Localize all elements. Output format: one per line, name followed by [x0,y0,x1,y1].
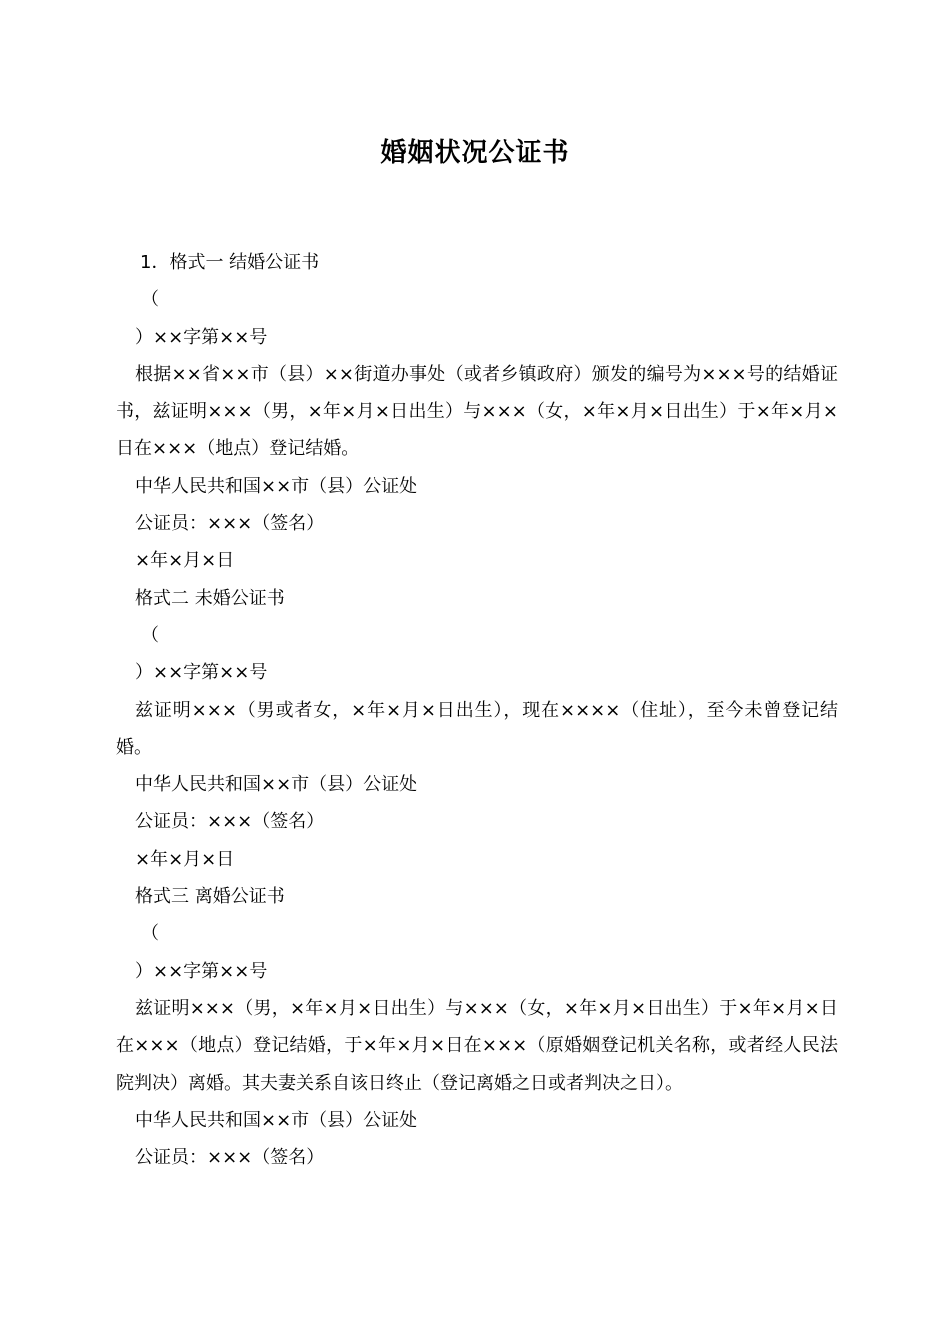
format-two-heading: 格式二 未婚公证书 [135,587,285,609]
format-one-notary: 公证员：×××（签名） [135,513,325,535]
document-body [116,244,838,1176]
format-one-number: ）××字第××号 [135,326,268,348]
document-title: 婚姻状况公证书 [380,138,570,168]
format-two-office: 中华人民共和国××市（县）公证处 [135,774,418,796]
format-one-date: ×年×月×日 [135,550,235,572]
format-three-notary: 公证员：×××（签名） [135,1147,325,1169]
format-three-office: 中华人民共和国××市（县）公证处 [135,1109,418,1131]
format-three-heading: 格式三 离婚公证书 [135,886,285,908]
format-three-body: 兹证明×××（男，×年×月×日出生）与×××（女，×年×月×日出生）于×年×月×日在×××（地点）登记结婚，于×年×月×日在×××（原婚姻登记机关名称，或者经人民法院判决）离婚。其夫妻关系自该日终止（登记离婚之日或者判决之日）。 [116,997,838,1094]
format-two-notary: 公证员：×××（签名） [135,811,325,833]
format-three-number: ）××字第××号 [135,960,268,982]
format-two-paren: （ [141,624,159,646]
format-one-body: 根据××省××市（县）××街道办事处（或者乡镇政府）颁发的编号为×××号的结婚证书，兹证明×××（男，×年×月×日出生）与×××（女，×年×月×日出生）于×年×月×日在×××（地点）登记结婚。 [116,363,838,460]
format-two-body: 兹证明×××（男或者女，×年×月×日出生），现在××××（住址），至今未曾登记结婚。 [116,699,838,758]
format-three-paren: （ [141,923,159,945]
format-one-paren: （ [141,289,159,311]
format-one-heading: 1．格式一 结婚公证书 [140,252,320,273]
format-two-date: ×年×月×日 [135,848,235,870]
format-two-number: ）××字第××号 [135,662,268,684]
format-one-office: 中华人民共和国××市（县）公证处 [135,475,418,497]
